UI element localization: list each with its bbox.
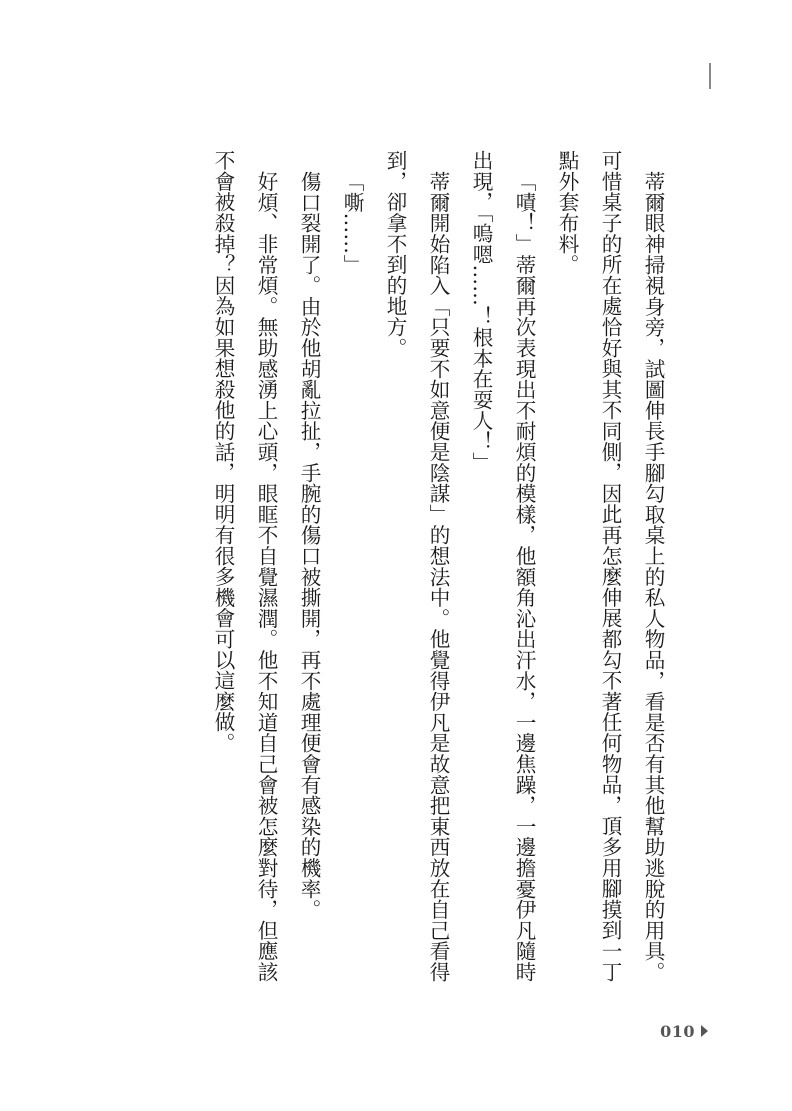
- triangle-right-icon[interactable]: [701, 1025, 708, 1037]
- paragraph: 蒂爾開始陷入「只要不如意便是陰謀」的想法中。他覺得伊凡是故意把東西放在自己看得到，卻拿不到的地方。: [383, 150, 450, 982]
- paragraph: 傷口裂開了。由於他胡亂拉扯，手腕的傷口被撕開，再不處理便會有感染的機率。: [297, 170, 321, 920]
- paragraph: 蒂爾眼神掃視身旁，試圖伸長手腳勾取桌上的私人物品，看是否有其他幫助逃脫的用具。可惜桌子的所在處恰好與其不同側，因此再怎麼伸展都勾不著任何物品，頂多用腳摸到一丁點外套布料。: [555, 150, 665, 982]
- header-rule: [709, 63, 711, 89]
- paragraph: 「嘖！」蒂爾再次表現出不耐煩的模樣，他額角沁出汗水，一邊焦躁，一邊擔憂伊凡隨時出現，「嗚嗯……！根本在耍人！」: [469, 150, 536, 982]
- paragraph: 「嘶……」: [340, 170, 364, 275]
- paragraph: 好煩、非常煩。無助感湧上心頭，眼眶不自覺濕潤。他不知道自己會被怎麼對待，但應該不會被殺掉？因為如果想殺他的話，明明有很多機會可以這麼做。: [211, 150, 278, 982]
- page-footer: [660, 1020, 708, 1042]
- page-number: 010: [660, 1021, 695, 1041]
- body-text: [201, 150, 674, 990]
